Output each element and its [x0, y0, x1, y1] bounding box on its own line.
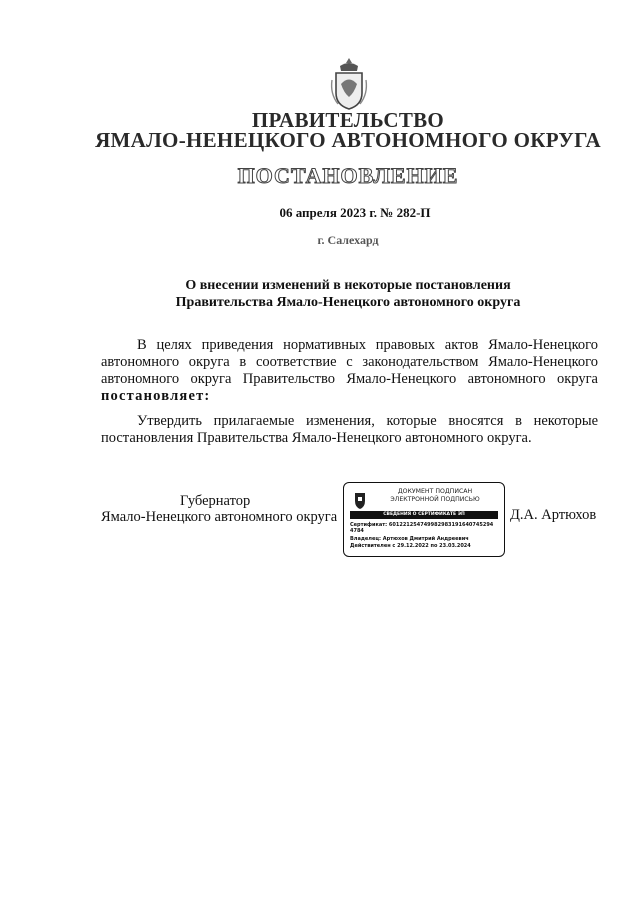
date-and-number: 06 апреля 2023 г. № 282-П	[279, 205, 431, 220]
certificate-number-tail: 4784	[350, 528, 364, 534]
government-title-line2: ЯМАЛО-НЕНЕЦКОГО АВТОНОМНОГО ОКРУГА	[95, 128, 601, 152]
subject-line2: Правительства Ямало-Ненецкого автономного округа	[175, 295, 521, 310]
signatory-name: Д.А. Артюхов	[510, 507, 597, 523]
subject-line1: О внесении изменений в некоторые постановления	[185, 278, 511, 293]
body-paragraph-1	[101, 337, 598, 405]
certificate-owner: Владелец: Артюхов Дмитрий Андреевич	[350, 536, 469, 542]
stamp-title	[370, 488, 500, 504]
certificate-info-header: СВЕДЕНИЯ О СЕРТИФИКАТЕ ЭП	[350, 511, 498, 519]
body-paragraph-2: Утвердить прилагаемые изменения, которые вносятся в некоторые постановления Правительства Ямало-Ненецкого автономного округа.	[101, 413, 598, 446]
document-subject	[0, 277, 640, 311]
document-type-heading: ПОСТАНОВЛЕНИЕ	[237, 163, 459, 188]
stamp-title-line1: ДОКУМЕНТ ПОДПИСАН	[397, 488, 473, 495]
signatory-position-line1: Губернатор	[180, 493, 251, 509]
certificate-number: Сертификат: 601221254749982983191640745294	[350, 522, 494, 528]
government-title-line1: ПРАВИТЕЛЬСТВО	[251, 108, 445, 132]
paragraph-1-text: В целях приведения нормативных правовых актов Ямало-Ненецкого автономного округа в соответствие с законодательством Ямало-Ненецкого автономного округа Правительство Ямало-Ненецкого автономного округа	[101, 337, 598, 387]
certificate-validity: Действителен с 29.12.2022 по 23.03.2024	[350, 543, 471, 549]
decree-word: постановляет:	[101, 388, 211, 404]
electronic-signature-stamp	[343, 482, 505, 557]
stamp-title-line2: ЭЛЕКТРОННОЙ ПОДПИСЬЮ	[390, 496, 480, 503]
signatory-position-line2: Ямало-Ненецкого автономного округа	[101, 509, 338, 525]
issue-city: г. Салехард	[317, 233, 379, 247]
stamp-emblem-icon	[352, 489, 368, 511]
coat-of-arms-emblem	[327, 56, 371, 112]
